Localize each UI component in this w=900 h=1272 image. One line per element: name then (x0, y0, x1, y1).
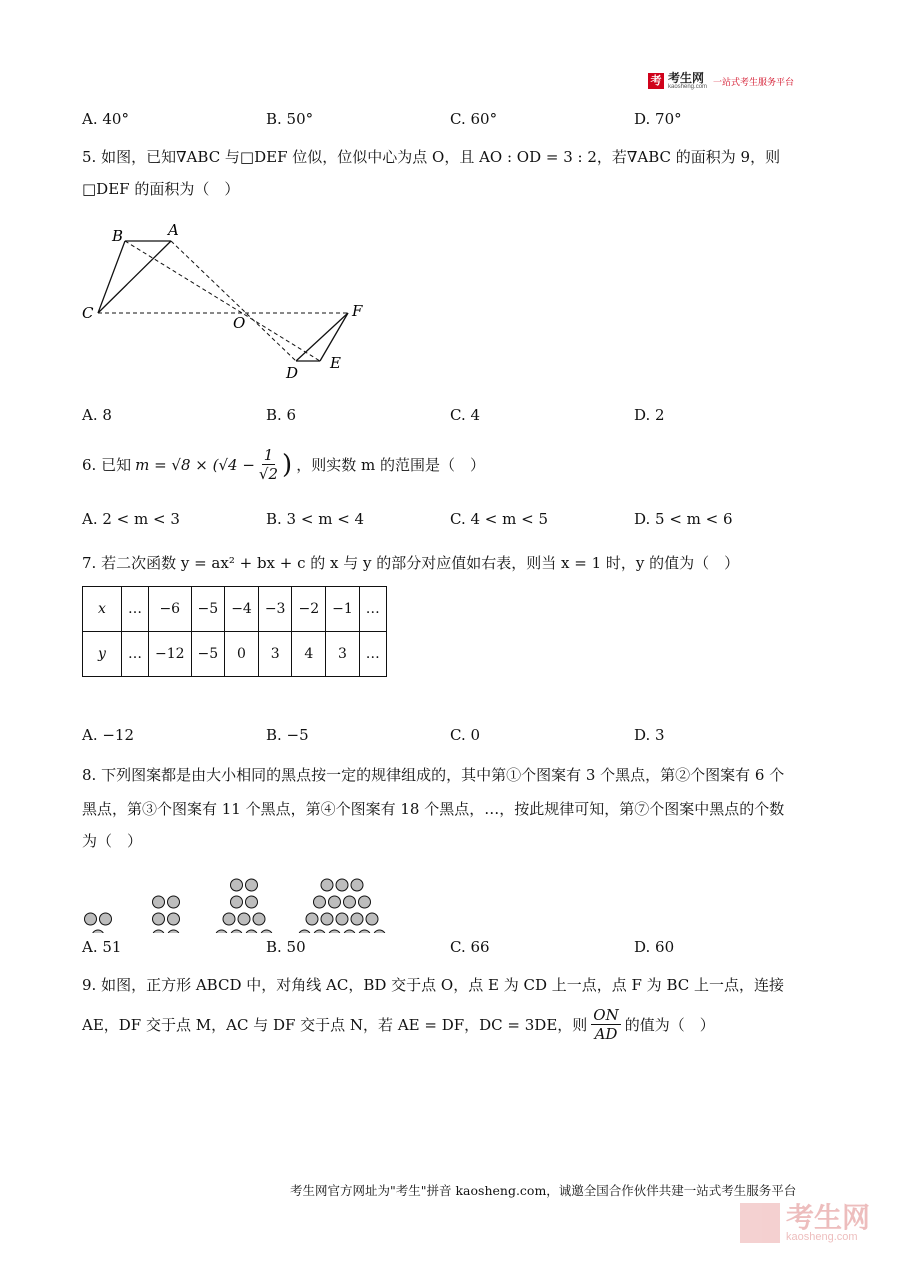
table-cell: −2 (292, 587, 326, 632)
q6-option-d: D. 5 < m < 6 (634, 510, 733, 528)
q6-options (82, 510, 822, 528)
pattern-1-dot (92, 930, 104, 933)
pattern-4-dot (306, 913, 318, 925)
pattern-2-dot (168, 896, 180, 908)
q7-stem: 7. 若二次函数 y = ax² + bx + c 的 x 与 y 的部分对应值如右表，则当 x = 1 时，y 的值为（ ） (82, 554, 740, 572)
logo-url: kaosheng.com (668, 84, 708, 90)
q7-option-b: B. −5 (266, 726, 309, 744)
pattern-3-dot (231, 896, 243, 908)
pattern-4-dot (329, 930, 341, 933)
q5-option-c: C. 4 (450, 406, 481, 424)
q9-frac-den: AD (594, 1025, 618, 1043)
q5-line2: □DEF 的面积为（ ） (82, 180, 240, 198)
q4-option-b: B. 50° (266, 110, 314, 128)
table-cell: −5 (191, 587, 225, 632)
label-o: O (233, 314, 246, 332)
q4-options (82, 110, 822, 128)
pattern-3-dot (261, 930, 273, 933)
pattern-2-dot (153, 913, 165, 925)
header-logo (648, 72, 794, 90)
label-e: E (330, 354, 341, 372)
q8-line3: 为（ ） (82, 832, 143, 850)
pattern-3-dot (246, 879, 258, 891)
table-cell: 3 (326, 632, 360, 677)
q7-option-a: A. −12 (82, 726, 135, 744)
table-cell: −3 (258, 587, 292, 632)
watermark-url: kaosheng.com (785, 1230, 858, 1243)
pattern-3-dot (246, 896, 258, 908)
pattern-4-dot (351, 913, 363, 925)
pattern-1-dot (85, 913, 97, 925)
q9-line2-end: 的值为（ ） (624, 1015, 715, 1034)
q7-value-table (82, 586, 387, 677)
q8-option-b: B. 50 (266, 938, 306, 956)
pattern-2-dot (153, 930, 165, 933)
table-cell: … (359, 587, 386, 632)
pattern-4-dot (314, 930, 326, 933)
table-cell: … (122, 632, 149, 677)
pattern-4-dot (336, 879, 348, 891)
q4-option-a: A. 40° (82, 110, 129, 128)
q5-line1: 5. 如图，已知∇ABC 与□DEF 位似，位似中心为点 O，且 AO : OD = 3 : 2，若∇ABC 的面积为 9，则 (82, 148, 781, 166)
q5-figure (78, 218, 378, 383)
table-cell: −5 (191, 632, 225, 677)
q6-fraction (259, 446, 278, 483)
pattern-1-dot (100, 913, 112, 925)
q4-option-d: D. 70° (634, 110, 682, 128)
q6-option-c: C. 4 < m < 5 (450, 510, 548, 528)
q8-options (82, 938, 822, 956)
watermark-name: 考生网 (785, 1201, 870, 1233)
watermark-logo-icon (740, 1203, 780, 1243)
q8-option-d: D. 60 (634, 938, 675, 956)
q6-stem (82, 446, 822, 483)
table-cell: 3 (258, 632, 292, 677)
pattern-4-dot (299, 930, 311, 933)
label-a: A (168, 221, 179, 239)
table-row-x (83, 587, 387, 632)
pattern-3-dot (216, 930, 228, 933)
table-cell: −4 (225, 587, 259, 632)
q6-frac-den: √2 (258, 465, 279, 483)
q9-line2-text: AE，DF 交于点 M，AC 与 DF 交于点 N，若 AE = DF，DC = 3DE，则 (82, 1015, 588, 1034)
q9-fraction (591, 1006, 620, 1043)
pattern-2-dot (168, 930, 180, 933)
q9-line2 (82, 1006, 822, 1043)
watermark (740, 1203, 870, 1243)
pattern-4-dot (321, 879, 333, 891)
pattern-3-dot (223, 913, 235, 925)
q7-options (82, 726, 822, 744)
q5-options (82, 406, 822, 424)
label-b: B (112, 227, 124, 245)
q6-option-a: A. 2 < m < 3 (82, 510, 180, 528)
table-cell: −12 (149, 632, 192, 677)
q7-option-d: D. 3 (634, 726, 665, 744)
q8-option-a: A. 51 (82, 938, 122, 956)
dash-ad (171, 241, 296, 361)
q6-expr-right: ) (282, 449, 293, 480)
pattern-4-dot (321, 913, 333, 925)
label-f: F (352, 302, 363, 320)
table-cell: 0 (225, 632, 259, 677)
q7-option-c: C. 0 (450, 726, 481, 744)
pattern-3-dot (246, 930, 258, 933)
pattern-3-dot (253, 913, 265, 925)
seg-bc (98, 241, 125, 313)
pattern-2-dot (153, 896, 165, 908)
q6-expr-left: m = √8 × (√4 − (135, 455, 255, 474)
table-cell: … (359, 632, 386, 677)
pattern-4-dot (359, 930, 371, 933)
logo-name: 考生网 (668, 71, 705, 85)
table-row-y (83, 632, 387, 677)
q9-frac-num: ON (593, 1006, 619, 1024)
label-d: D (286, 364, 299, 382)
q8-option-c: C. 66 (450, 938, 490, 956)
footer-note: 考生网官方网址为"考生"拼音 kaosheng.com，诚邀全国合作伙伴共建一站式考生服务平台 (290, 1183, 797, 1198)
pattern-4-dot (374, 930, 386, 933)
q6-suffix: ，则实数 m 的范围是（ ） (296, 455, 485, 474)
pattern-3-dot (238, 913, 250, 925)
table-header-x: x (83, 587, 122, 632)
logo-mark: 考 (648, 73, 664, 89)
pattern-4-dot (366, 913, 378, 925)
table-cell: … (122, 587, 149, 632)
pattern-4-dot (314, 896, 326, 908)
pattern-4-dot (336, 913, 348, 925)
q6-option-b: B. 3 < m < 4 (266, 510, 365, 528)
pattern-4-dot (329, 896, 341, 908)
dash-be (125, 241, 320, 361)
pattern-2-dot (168, 913, 180, 925)
q6-prefix: 6. 已知 (82, 455, 132, 474)
pattern-4-dot (351, 879, 363, 891)
table-cell: −1 (326, 587, 360, 632)
pattern-3-dot (231, 930, 243, 933)
table-header-y: y (83, 632, 122, 677)
q8-line2: 黑点，第③个图案有 11 个黑点，第④个图案有 18 个黑点，…，按此规律可知，第⑦个图案中黑点的个数 (82, 800, 785, 818)
logo-slogan: 一站式考生服务平台 (713, 76, 795, 87)
q5-option-b: B. 6 (266, 406, 297, 424)
q8-dot-patterns (78, 853, 418, 933)
q6-frac-num: 1 (263, 446, 274, 464)
table-cell: 4 (292, 632, 326, 677)
label-c: C (82, 304, 94, 322)
q5-option-a: A. 8 (82, 406, 112, 424)
q8-line1: 8. 下列图案都是由大小相同的黑点按一定的规律组成的，其中第①个图案有 3 个黑点，第②个图案有 6 个 (82, 766, 785, 784)
q9-line1: 9. 如图，正方形 ABCD 中，对角线 AC，BD 交于点 O，点 E 为 CD 上一点，点 F 为 BC 上一点，连接 (82, 976, 785, 994)
seg-ac (98, 241, 171, 313)
pattern-4-dot (344, 896, 356, 908)
q5-option-d: D. 2 (634, 406, 665, 424)
pattern-4-dot (344, 930, 356, 933)
pattern-4-dot (359, 896, 371, 908)
table-cell: −6 (149, 587, 192, 632)
q4-option-c: C. 60° (450, 110, 498, 128)
pattern-3-dot (231, 879, 243, 891)
